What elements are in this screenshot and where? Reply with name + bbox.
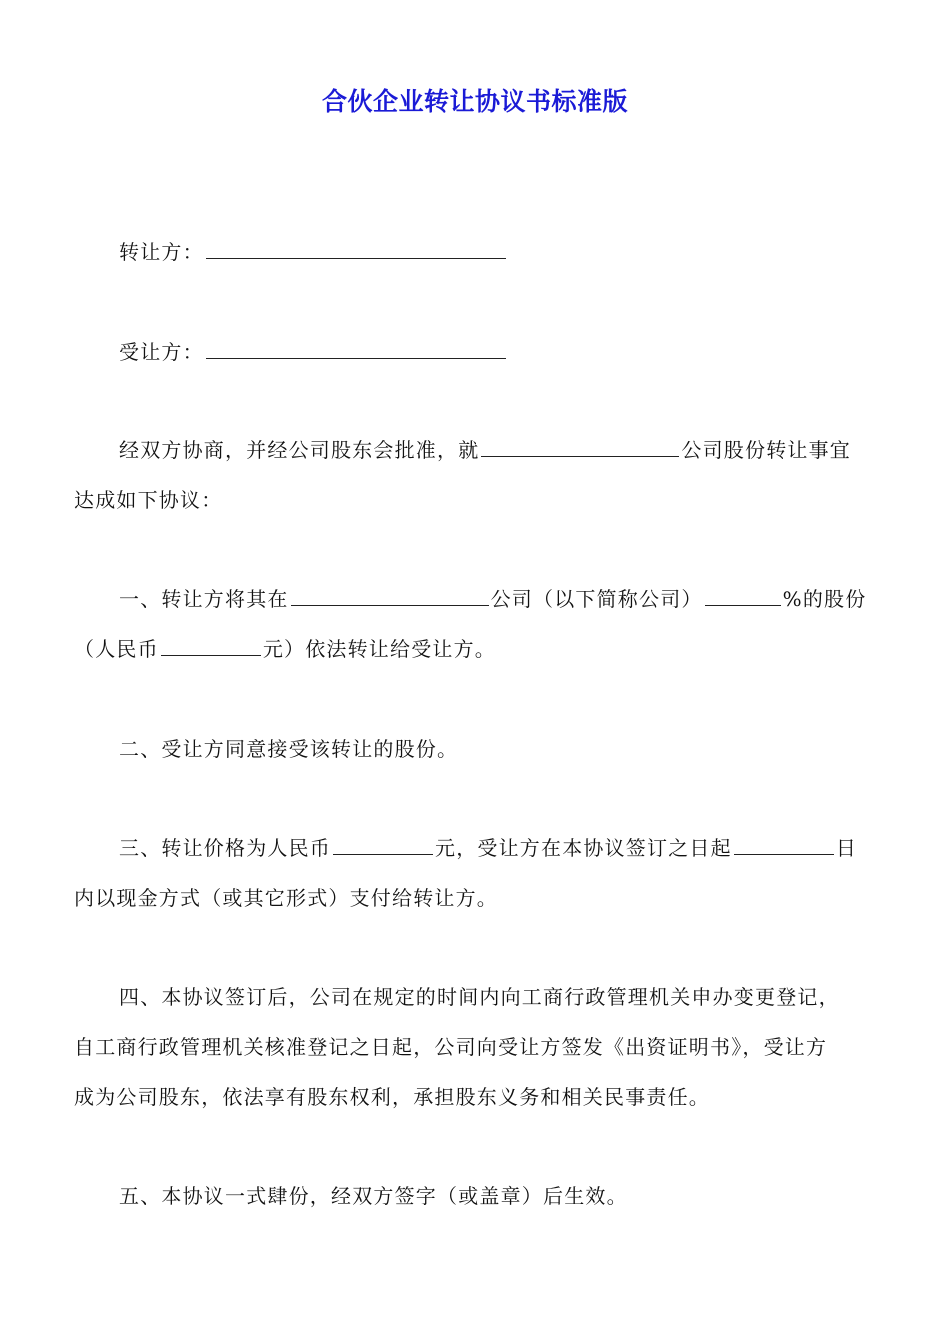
clause5-line: 五、本协议一式肆份，经双方签字（或盖章）后生效。 xyxy=(119,1184,628,1208)
transferor-blank[interactable] xyxy=(206,240,506,259)
intro-text-3: 达成如下协议： xyxy=(74,488,223,512)
clause4-line-3: 成为公司股东，依法享有股东权利，承担股东义务和相关民事责任。 xyxy=(74,1085,710,1109)
clause3-price-blank[interactable] xyxy=(333,836,433,855)
clause1-line-2 xyxy=(74,637,496,661)
transferor-line xyxy=(119,240,508,264)
transferee-line xyxy=(119,340,508,364)
clause3-text-2: 元，受让方在本协议签订之日起 xyxy=(435,836,732,860)
clause3-line-2: 内以现金方式（或其它形式）支付给转让方。 xyxy=(74,886,498,910)
intro-line-1 xyxy=(119,438,851,462)
clause1-text-5: 元）依法转让给受让方。 xyxy=(262,637,497,661)
clause1-text-2: 公司（以下简称公司） xyxy=(490,587,703,611)
transferee-label: 受让方： xyxy=(119,340,204,364)
intro-text-2: 公司股份转让事宜 xyxy=(681,438,852,462)
clause2-line: 二、受让方同意接受该转让的股份。 xyxy=(119,737,459,761)
clause3-line-1 xyxy=(119,836,857,860)
document-title: 合伙企业转让协议书标准版 xyxy=(321,87,628,116)
clause3-days-blank[interactable] xyxy=(734,836,834,855)
clause3-text-1: 三、转让价格为人民币 xyxy=(119,836,331,860)
intro-text-1: 经双方协商，并经公司股东会批准，就 xyxy=(119,438,480,462)
clause1-text-1: 一、转让方将其在 xyxy=(119,587,289,611)
clause4-line-1: 四、本协议签订后，公司在规定的时间内向工商行政管理机关申办变更登记， xyxy=(119,985,840,1009)
clause1-percent-blank[interactable] xyxy=(705,587,781,606)
clause3-text-3: 日 xyxy=(835,836,858,860)
clause1-line-1 xyxy=(119,587,866,611)
clause1-text-3: %的股份 xyxy=(782,587,867,611)
transferor-label: 转让方： xyxy=(119,240,204,264)
clause1-amount-blank[interactable] xyxy=(161,637,261,656)
clause1-company-blank[interactable] xyxy=(291,587,489,606)
intro-line-2 xyxy=(74,488,222,512)
clause4-line-2: 自工商行政管理机关核准登记之日起，公司向受让方签发《出资证明书》，受让方 xyxy=(74,1035,828,1059)
company-name-blank[interactable] xyxy=(481,438,679,457)
transferee-blank[interactable] xyxy=(206,340,506,359)
clause1-text-4: （人民币 xyxy=(74,637,159,661)
